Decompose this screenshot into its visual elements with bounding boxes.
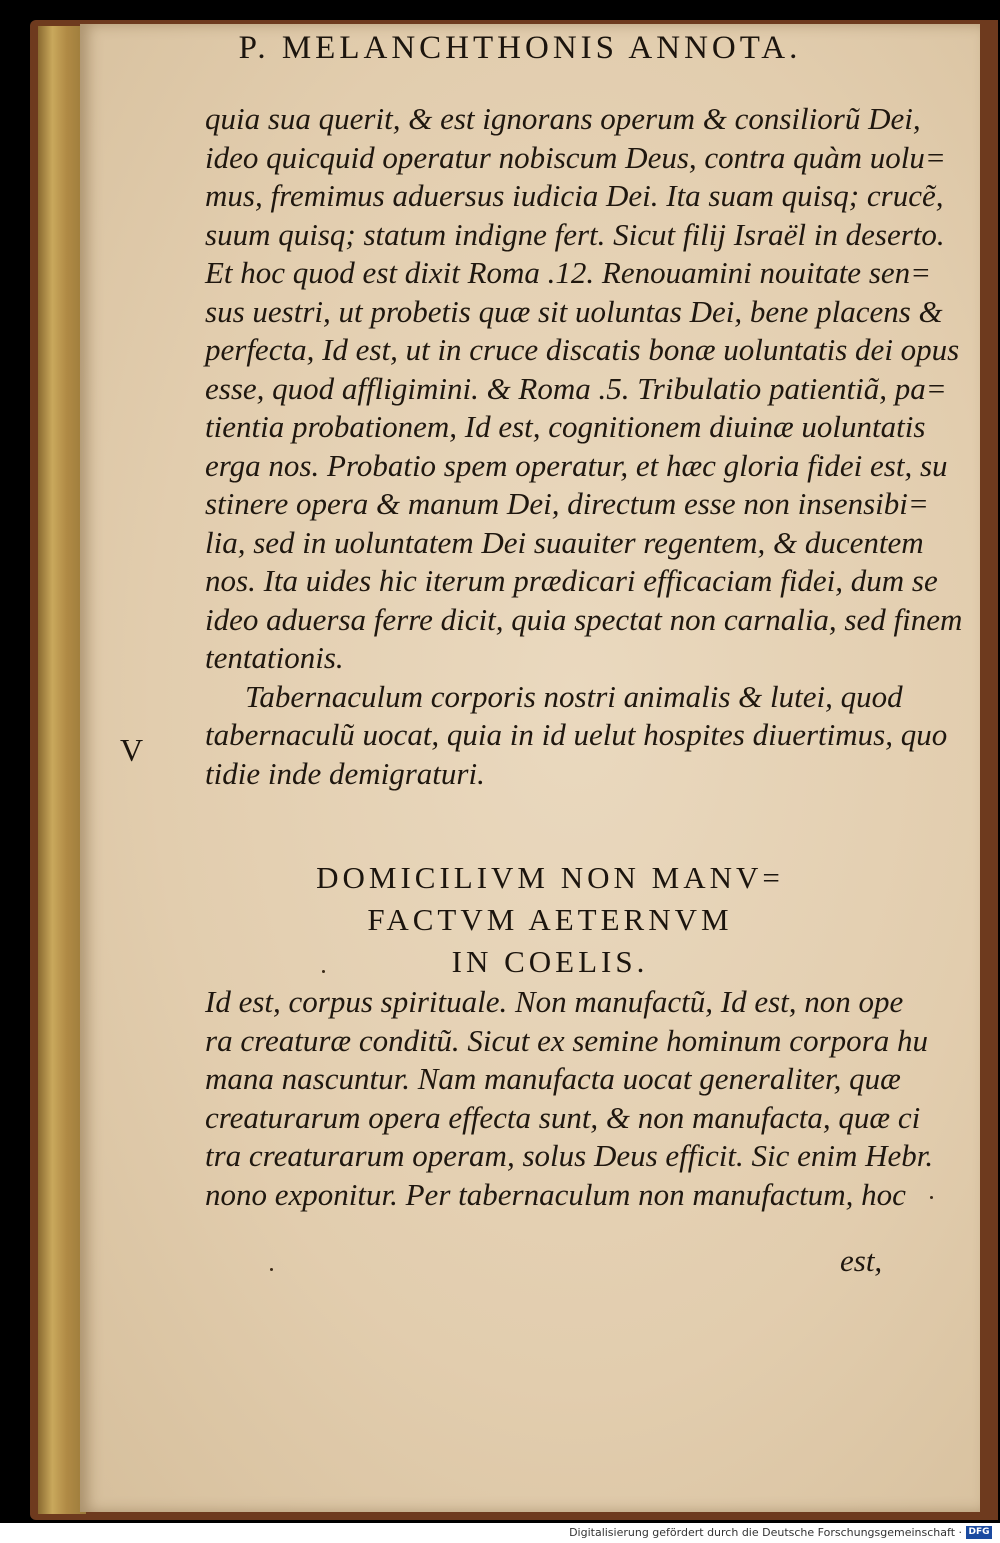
text-line: quia sua querit, & est ignorans operum & consiliorũ Dei, [205, 101, 921, 136]
text-line: Tabernaculum corporis nostri animalis & lutei, quod [245, 678, 903, 714]
text-line: nono exponitur. Per tabernaculum non manufactum, hoc [205, 1176, 906, 1212]
text-line: esse, quod affligimini. & Roma .5. Tribulatio patientiã, pa= [205, 370, 947, 406]
text-line: ra creaturæ conditũ. Sicut ex semine hominum corpora hu [205, 1022, 928, 1058]
text-line: suum quisq; statum indigne fert. Sicut filij Israël in deserto. [205, 216, 945, 252]
text-line: tidie inde demigraturi. [205, 755, 485, 791]
text-line: tra creaturarum operam, solus Deus efficit. Sic enim Hebr. [205, 1138, 934, 1173]
text-line: stinere opera & manum Dei, directum esse non insensibi= [205, 486, 929, 521]
text-line: ideo aduersa ferre dicit, quia spectat non carnalia, sed finem [205, 601, 963, 637]
text-line: erga nos. Probatio spem operatur, et hæc gloria fidei est, su [205, 447, 948, 483]
heading-line: FACTVM AETERNVM [367, 902, 733, 937]
margin-mark: V [120, 732, 144, 768]
text-line: sus uestri, ut probetis quæ sit uoluntas Dei, bene placens & [205, 293, 943, 329]
text-line: lia, sed in uoluntatem Dei suauiter regentem, & ducentem [205, 524, 924, 560]
ink-speck [322, 970, 325, 973]
heading-line: IN COELIS. [451, 944, 649, 979]
text-line: nos. Ita uides hic iterum prædicari efficaciam fidei, dum se [205, 563, 938, 598]
running-head: P. MELANCHTHONIS ANNOTA. [238, 30, 802, 66]
paragraph-3 [205, 983, 934, 1214]
paragraph-1 [205, 100, 963, 793]
ink-speck [930, 1196, 933, 1199]
ink-speck [270, 1268, 273, 1271]
text-line: tientia probationem, Id est, cognitionem diuinæ uoluntatis [205, 409, 926, 444]
text-line: tentationis. [205, 640, 344, 675]
text-line: tabernaculũ uocat, quia in id uelut hospites diuertimus, quo [205, 717, 948, 752]
text-line: Id est, corpus spirituale. Non manufactũ, Id est, non ope [205, 984, 904, 1019]
page-edges [38, 26, 86, 1514]
text-line: mus, fremimus aduersus iudicia Dei. Ita suam quisq; crucẽ, [205, 178, 944, 213]
funding-credit: Digitalisierung gefördert durch die Deutsche Forschungsgemeinschaft · [569, 1526, 962, 1539]
text-line: creaturarum opera effecta sunt, & non manufacta, quæ ci [205, 1099, 921, 1135]
catchword: est, [840, 1243, 883, 1278]
text-line: mana nascuntur. Nam manufacta uocat generaliter, quæ [205, 1061, 901, 1096]
heading-line: DOMICILIVM NON MANV= [316, 860, 784, 895]
text-line: ideo quicquid operatur nobiscum Deus, contra quàm uolu= [205, 139, 946, 175]
dfg-logo: DFG [966, 1526, 992, 1539]
section-heading [200, 857, 900, 983]
text-line: Et hoc quod est dixit Roma .12. Renouamini nouitate sen= [205, 255, 932, 290]
text-line: perfecta, Id est, ut in cruce discatis bonæ uoluntatis dei opus [205, 332, 960, 367]
